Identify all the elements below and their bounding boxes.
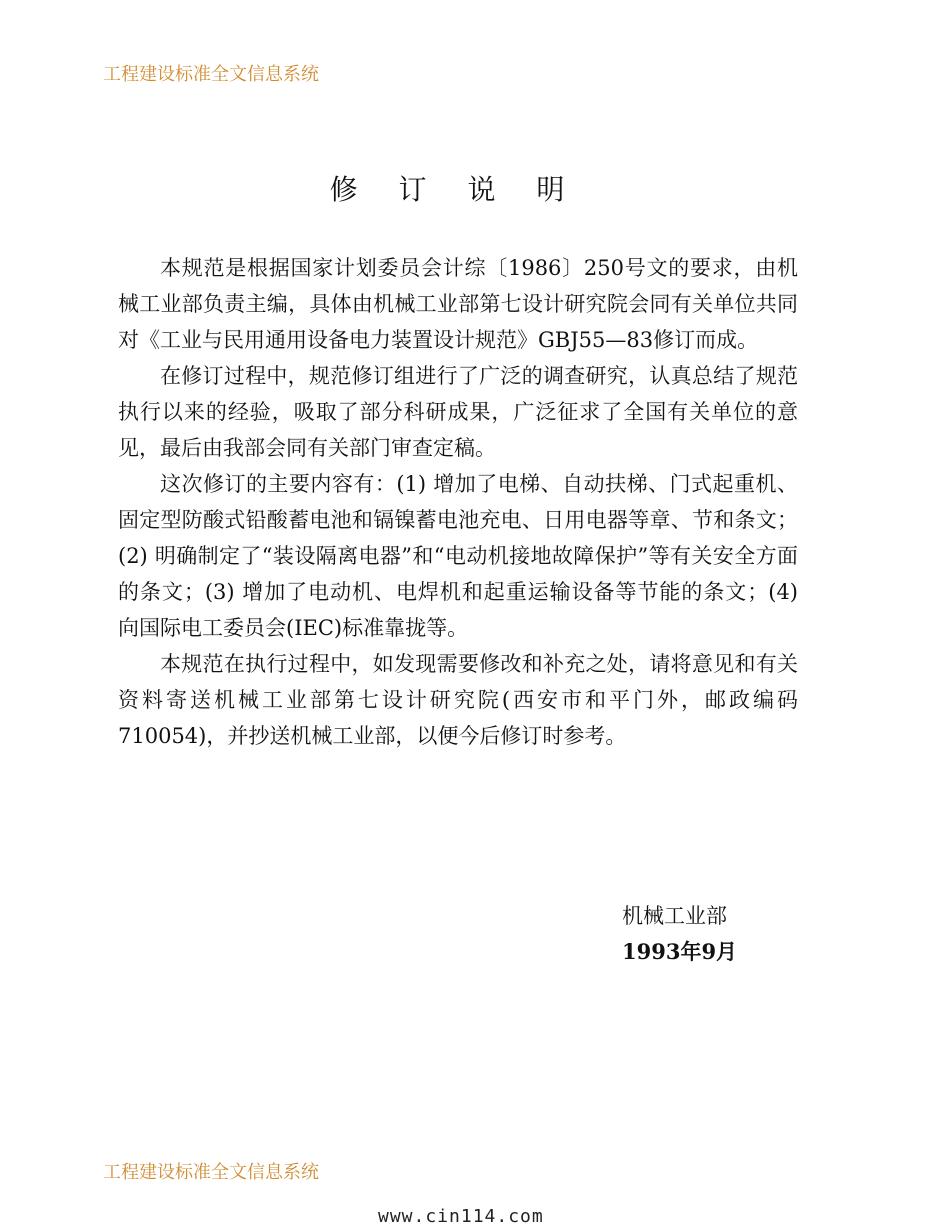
signature-block (622, 898, 737, 970)
signature-date: 1993年9月 (622, 939, 738, 964)
site-url: www.cin114.com (378, 1206, 544, 1227)
footer-watermark: 工程建设标准全文信息系统 (103, 1162, 319, 1183)
paragraph-2: 在修订过程中，规范修订组进行了广泛的调查研究，认真总结了规范执行以来的经验，吸取了部分科研成果，广泛征求了全国有关单位的意见，最后由我部会同有关部门审查定稿。 (118, 364, 798, 460)
document-body (118, 250, 798, 754)
page-title: 修 订 说 明 (329, 173, 581, 206)
paragraph-3: 这次修订的主要内容有：(1) 增加了电梯、自动扶梯、门式起重机、固定型防酸式铅酸蓄电池和镉镍蓄电池充电、日用电器等章、节和条文；(2) 明确制定了“装设隔离电器”和“电动机接地故障保护”等有关安全方面的条文；(3) 增加了电动机、电焊机和起重运输设备等节能的条文；(4) 向国际电工委员会(IEC)标准靠拢等。 (118, 472, 798, 640)
paragraph-4: 本规范在执行过程中，如发现需要修改和补充之处，请将意见和有关资料寄送机械工业部第七设计研究院(西安市和平门外，邮政编码710054)，并抄送机械工业部，以便今后修订时参考。 (118, 652, 798, 748)
header-watermark: 工程建设标准全文信息系统 (103, 64, 319, 85)
paragraph-1: 本规范是根据国家计划委员会计综〔1986〕250号文的要求，由机械工业部负责主编，具体由机械工业部第七设计研究院会同有关单位共同对《工业与民用通用设备电力装置设计规范》GBJ55—83修订而成。 (118, 256, 798, 352)
signature-organization: 机械工业部 (622, 904, 727, 928)
